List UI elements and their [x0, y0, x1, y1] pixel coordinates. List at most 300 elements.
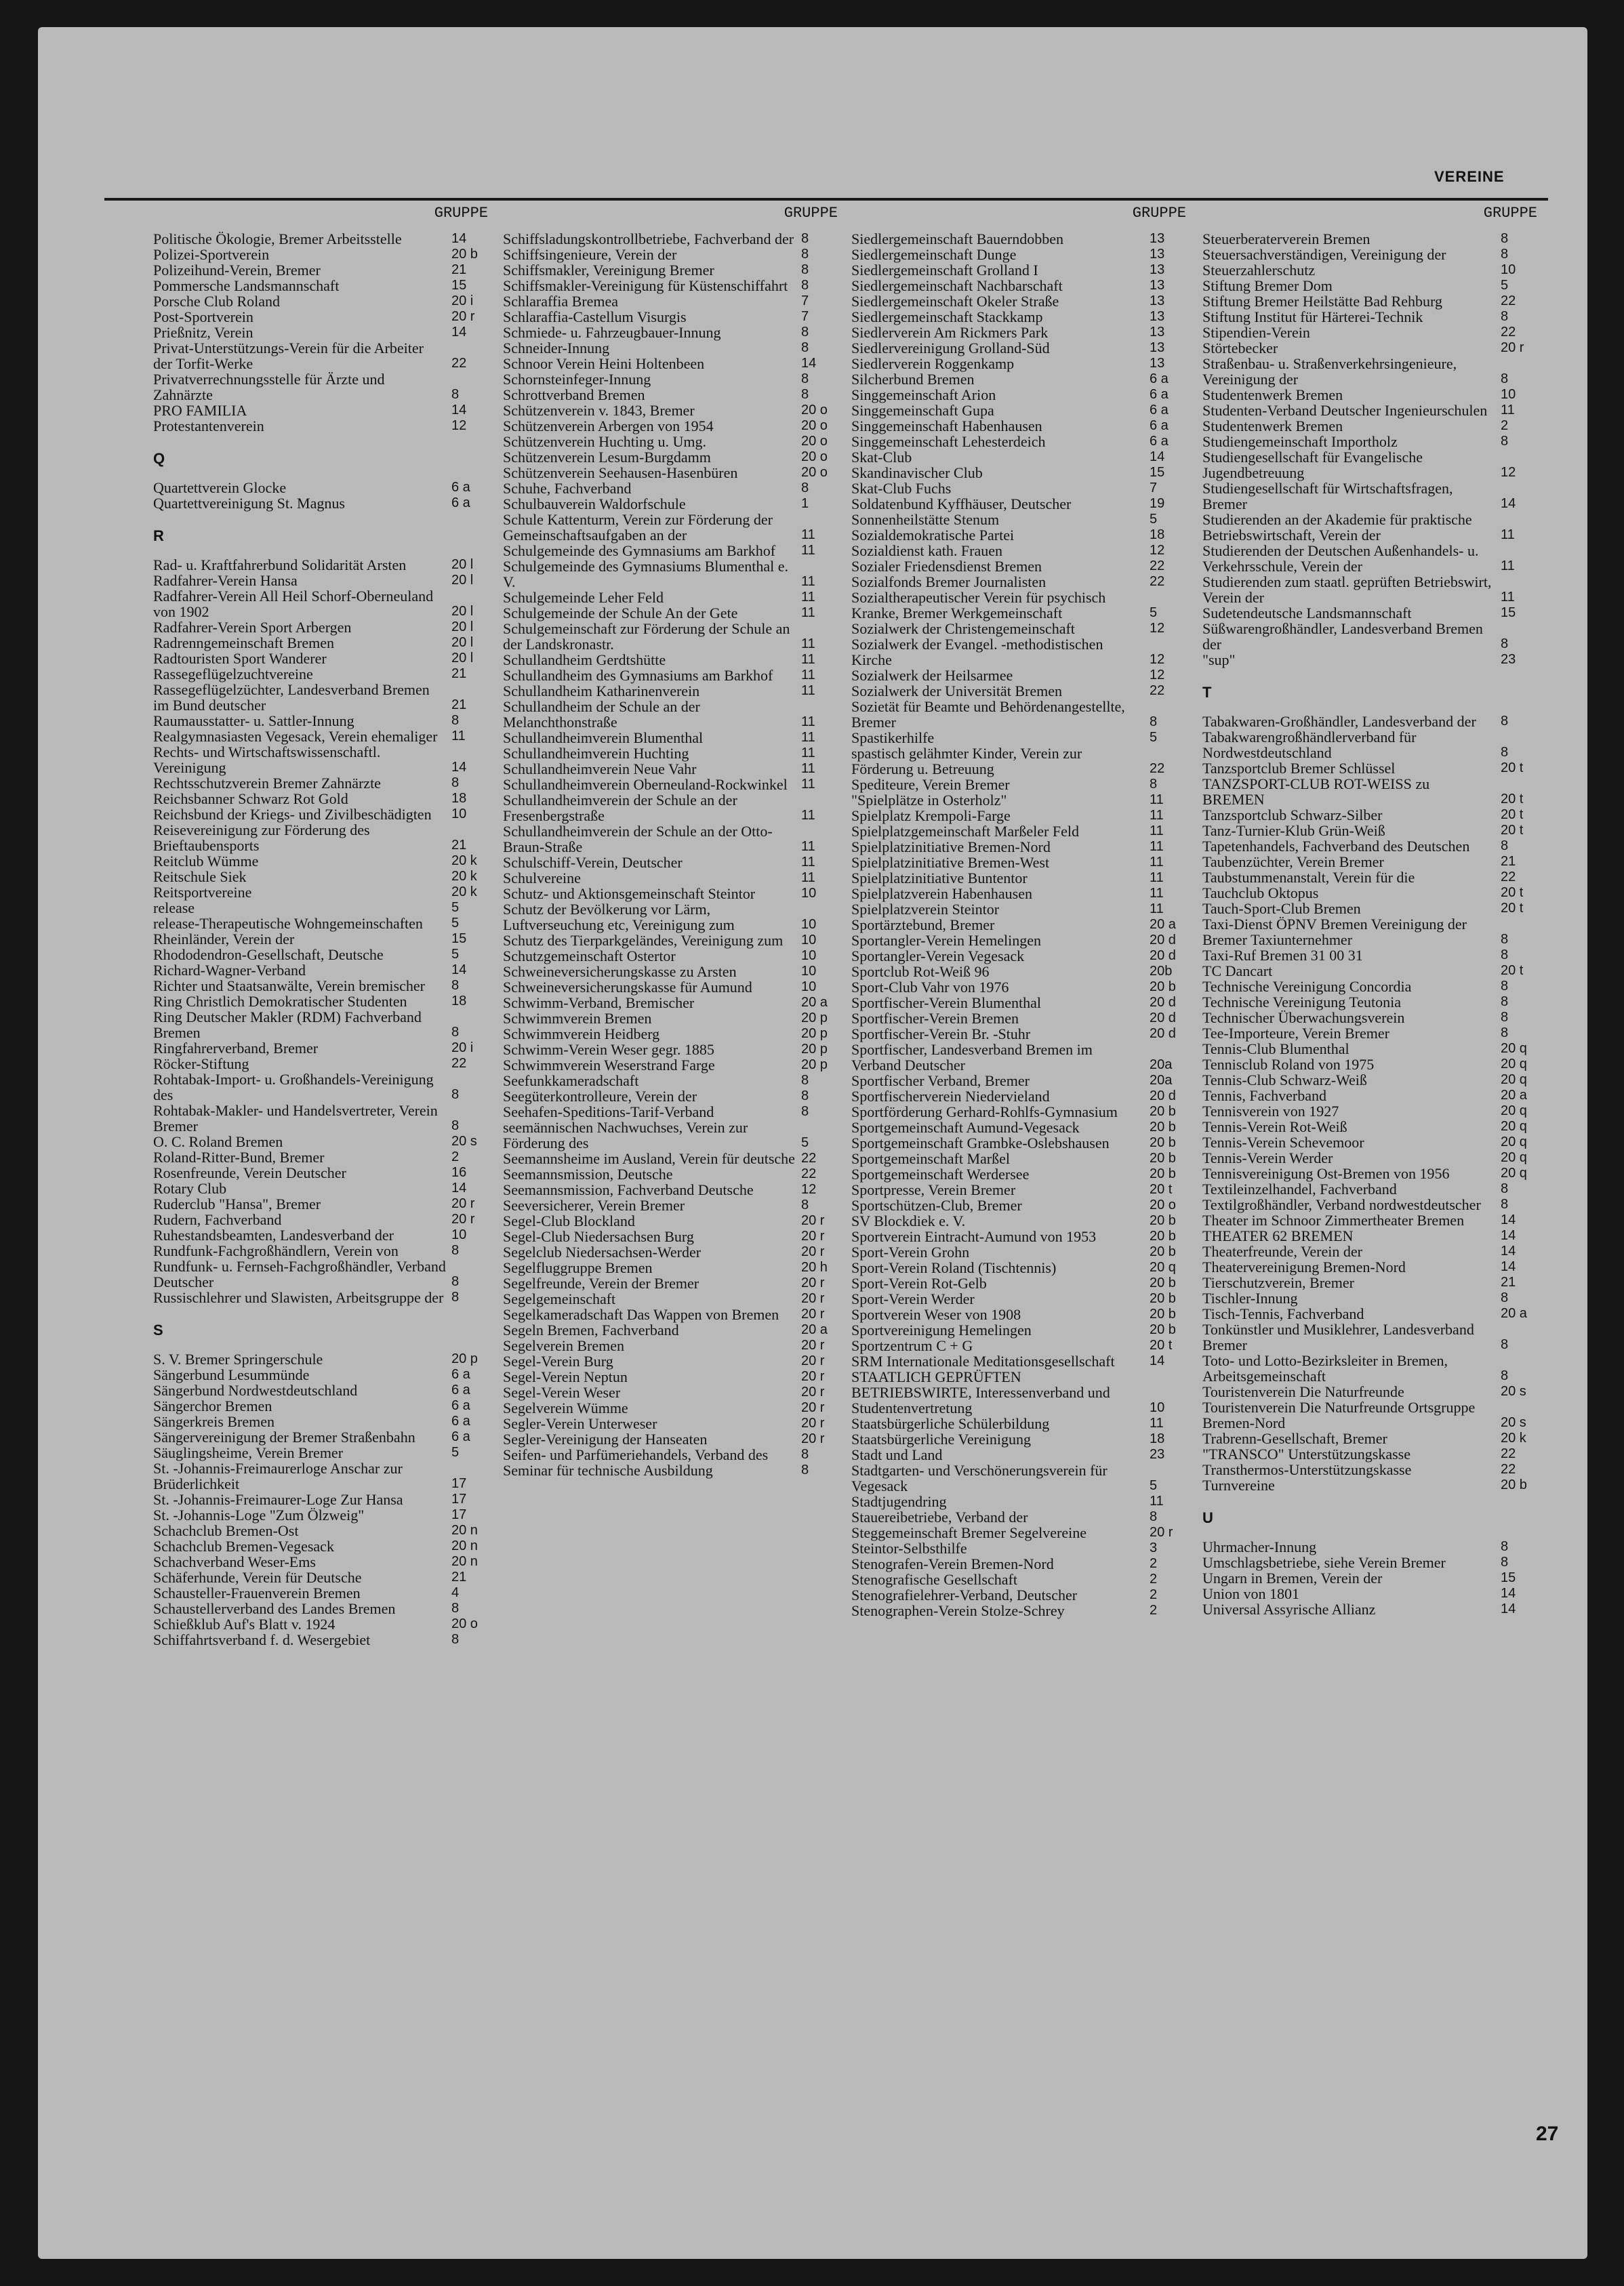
entry-name: Segelfluggruppe Bremen — [503, 1259, 653, 1276]
entry-name: Stenografen-Verein Bremen-Nord — [851, 1555, 1054, 1572]
entry-group: 11 — [1150, 1416, 1164, 1431]
directory-entry — [1202, 823, 1549, 838]
entry-name: Sozialtherapeutischer Verein für psychisch Kranke, Bremer Werkgemeinschaft — [851, 589, 1106, 621]
directory-entry — [153, 573, 500, 588]
entry-name: Sozialwerk der Evangel. -methodistischen Kirche — [851, 636, 1103, 668]
entry-group: 17 — [451, 1492, 467, 1507]
entry-name: Taubenzüchter, Verein Bremer — [1202, 853, 1384, 870]
entry-group: 8 — [451, 775, 460, 790]
entry-group: 14 — [451, 962, 467, 977]
entry-name: Spielplatzinitiative Buntentor — [851, 870, 1028, 886]
entry-group: 11 — [801, 761, 815, 776]
entry-group: 20 o — [801, 403, 828, 417]
entry-name: Siedlerverein Roggenkamp — [851, 355, 1015, 372]
entry-group: 8 — [1501, 434, 1509, 449]
entry-group: 20 a — [1501, 1088, 1527, 1103]
entry-name: Spediteure, Verein Bremer — [851, 776, 1010, 793]
entry-group: 20 q — [1501, 1041, 1527, 1056]
entry-group: 21 — [1501, 1275, 1516, 1290]
entry-group: 20 k — [451, 884, 477, 899]
directory-entry — [851, 387, 1198, 403]
directory-entry — [503, 512, 850, 543]
entry-name: Sportgemeinschaft Grambke-Oslebshausen — [851, 1135, 1110, 1151]
entry-name: Rassegeflügelzüchter, Landesverband Bremen im Bund deutscher — [153, 681, 430, 714]
directory-entry — [851, 1525, 1198, 1540]
entry-group: 8 — [1150, 1509, 1158, 1524]
entry-group: 14 — [1501, 1259, 1516, 1274]
entry-name: Schulgemeinde des Gymnasiums am Barkhof — [503, 542, 776, 559]
entry-name: Schützenverein Seehausen-Hasenbüren — [503, 464, 738, 481]
directory-entry — [851, 1042, 1198, 1073]
directory-entry — [503, 1026, 850, 1042]
directory-entry — [851, 278, 1198, 293]
entry-name: Schornsteinfeger-Innung — [503, 371, 651, 388]
entry-group: 6 a — [1150, 403, 1169, 417]
entry-name: Siedlervereinigung Grolland-Süd — [851, 340, 1050, 356]
entry-group: 11 — [801, 590, 815, 605]
directory-entry — [851, 1540, 1198, 1556]
section-letter: T — [1202, 684, 1212, 701]
directory-entry — [153, 994, 500, 1009]
entry-name: Sportgemeinschaft Aumund-Vegesack — [851, 1119, 1080, 1136]
entry-name: Schwimm-Verband, Bremischer — [503, 994, 695, 1011]
directory-entry — [851, 293, 1198, 309]
directory-entry — [153, 1445, 500, 1461]
directory-entry — [851, 1603, 1198, 1618]
entry-group: 11 — [1501, 527, 1515, 542]
entry-group: 22 — [1501, 870, 1516, 884]
entry-name: release-Therapeutische Wohngemeinschaften — [153, 915, 423, 932]
directory-entry — [503, 1213, 850, 1229]
entry-name: Sportfischer-Verein Br. -Stuhr — [851, 1025, 1031, 1042]
entry-group: 8 — [1501, 1337, 1509, 1352]
entry-group: 8 — [1501, 1181, 1509, 1196]
directory-entry — [153, 309, 500, 325]
entry-group: 8 — [451, 713, 460, 728]
directory-entry — [153, 278, 500, 293]
entry-group: 20 o — [801, 434, 828, 449]
entry-name: Sozietät für Beamte und Behördenangestellte, Bremer — [851, 698, 1125, 731]
entry-group: 8 — [1501, 1539, 1509, 1554]
entry-group: 22 — [1150, 558, 1165, 573]
entry-name: Tennis-Club Blumenthal — [1202, 1040, 1349, 1057]
entry-name: S. V. Bremer Springerschule — [153, 1351, 323, 1368]
entry-group: 15 — [1501, 1570, 1516, 1585]
entry-name: Seemannsheime im Ausland, Verein für deutsche — [503, 1150, 795, 1167]
directory-entry — [153, 744, 500, 775]
directory-entry — [503, 1431, 850, 1447]
entry-name: Schäferhunde, Verein für Deutsche — [153, 1569, 362, 1586]
entry-group: 10 — [1501, 262, 1516, 277]
entry-name: Sportangler-Verein Vegesack — [851, 947, 1025, 964]
entry-name: Segel-Verein Neptun — [503, 1368, 628, 1385]
directory-entry — [851, 995, 1198, 1011]
directory-entry — [503, 1353, 850, 1369]
directory-entry — [851, 543, 1198, 558]
entry-name: Sport-Club Vahr von 1976 — [851, 979, 1009, 996]
directory-entry — [851, 247, 1198, 262]
entry-name: Umschlagsbetriebe, siehe Verein Bremer — [1202, 1554, 1446, 1571]
directory-entry — [851, 621, 1198, 636]
directory-entry — [503, 1229, 850, 1244]
entry-name: Singgemeinschaft Habenhausen — [851, 417, 1042, 434]
directory-entry — [153, 1523, 500, 1538]
entry-name: Stadtgarten- und Verschönerungsverein für Vegesack — [851, 1462, 1108, 1494]
entry-group: 10 — [801, 948, 817, 963]
entry-group: 20 o — [801, 418, 828, 433]
entry-name: Roland-Ritter-Bund, Bremer — [153, 1149, 325, 1166]
entry-name: Sängerbund Nordwestdeutschland — [153, 1382, 358, 1399]
entry-group: 8 — [801, 481, 809, 495]
entry-group: 10 — [801, 917, 817, 932]
entry-name: Tanz-Turnier-Klub Grün-Weiß — [1202, 822, 1385, 839]
directory-entry — [153, 869, 500, 884]
entry-group: 12 — [1501, 465, 1516, 480]
entry-group: 11 — [451, 729, 466, 743]
entry-group: 11 — [801, 636, 815, 651]
entry-name: Soldatenbund Kyffhäuser, Deutscher — [851, 495, 1072, 512]
directory-entry — [503, 1011, 850, 1026]
entry-name: Schullandheimverein Oberneuland-Rockwinkel — [503, 776, 788, 793]
entry-group: 12 — [1150, 543, 1165, 558]
entry-group: 10 — [451, 807, 467, 821]
directory-entry — [1202, 870, 1549, 885]
section-letter: U — [1202, 1509, 1213, 1526]
entry-name: release — [153, 899, 195, 916]
entry-group: 11 — [1150, 823, 1164, 838]
directory-entry — [1202, 1010, 1549, 1025]
directory-entry — [153, 371, 500, 403]
entry-name: Technische Vereinigung Concordia — [1202, 978, 1412, 995]
directory-entry — [1202, 1119, 1549, 1135]
directory-entry — [1202, 1570, 1549, 1586]
entry-name: Richter und Staatsanwälte, Verein bremischer — [153, 977, 425, 994]
entry-name: Spastikerhilfe — [851, 729, 935, 746]
entry-name: Trabrenn-Gesellschaft, Bremer — [1202, 1430, 1387, 1447]
entry-group: 20 i — [451, 293, 474, 308]
directory-entry — [503, 356, 850, 371]
entry-group: 20 b — [1150, 1322, 1176, 1337]
entry-group: 20 t — [1150, 1182, 1173, 1197]
entry-group: 20 a — [1501, 1306, 1527, 1321]
entry-group: 20 s — [1501, 1384, 1526, 1399]
entry-name: Polizei-Sportverein — [153, 246, 270, 263]
entry-group: 2 — [1150, 1603, 1158, 1618]
entry-name: Seifen- und Parfümeriehandels, Verband des — [503, 1446, 769, 1463]
entry-group: 20 t — [1501, 963, 1524, 978]
directory-entry — [503, 481, 850, 496]
directory-entry — [503, 1447, 850, 1463]
entry-group: 20 b — [1501, 1477, 1527, 1492]
entry-group: 22 — [1150, 683, 1165, 698]
entry-group: 20 t — [1501, 760, 1524, 775]
entry-name: Realgymnasiasten Vegesack, Verein ehemaliger — [153, 728, 438, 745]
directory-entry — [503, 792, 850, 823]
entry-name: Textileinzelhandel, Fachverband — [1202, 1181, 1397, 1198]
entry-group: 8 — [1501, 838, 1509, 853]
directory-entry — [153, 978, 500, 994]
entry-name: Uhrmacher-Innung — [1202, 1538, 1317, 1555]
entry-name: Spielplatzverein Habenhausen — [851, 885, 1032, 902]
entry-group: 22 — [451, 356, 467, 371]
directory-entry — [153, 231, 500, 247]
entry-group: 8 — [1501, 309, 1509, 324]
entry-group: 8 — [451, 1632, 460, 1647]
directory-entry — [503, 418, 850, 434]
entry-group: 20 r — [801, 1353, 825, 1368]
directory-entry — [851, 1229, 1198, 1244]
entry-name: Tennisverein von 1927 — [1202, 1103, 1339, 1120]
entry-name: THEATER 62 BREMEN — [1202, 1227, 1354, 1244]
entry-name: Rohtabak-Makler- und Handelsvertreter, Verein Bremer — [153, 1102, 438, 1135]
entry-name: Textilgroßhändler, Verband nordwestdeutscher — [1202, 1196, 1481, 1213]
entry-name: Rundfunk-Fachgroßhändlern, Verein von — [153, 1242, 399, 1259]
directory-entry — [503, 1104, 850, 1120]
entry-group: 20 b — [1150, 1213, 1176, 1228]
directory-entry — [503, 683, 850, 699]
directory-entry — [1202, 293, 1549, 309]
entry-group: 11 — [801, 730, 815, 745]
section-letter: R — [153, 527, 164, 544]
column-header: GRUPPE — [1132, 205, 1186, 222]
entry-name: TC Dancart — [1202, 962, 1273, 979]
entry-group: 20 n — [451, 1523, 478, 1538]
directory-entry — [503, 543, 850, 558]
entry-group: 20 q — [1150, 1260, 1176, 1275]
entry-group: 8 — [801, 1447, 809, 1462]
entry-group: 8 — [1501, 1197, 1509, 1212]
directory-entry — [503, 1291, 850, 1307]
directory-entry — [153, 1554, 500, 1570]
entry-group: 17 — [451, 1507, 467, 1522]
entry-group: 21 — [451, 697, 467, 712]
entry-name: Schiffsladungskontrollbetriebe, Fachverband der — [503, 230, 794, 247]
entry-group: 20a — [1150, 1057, 1173, 1072]
entry-group: 20 s — [1501, 1415, 1526, 1430]
entry-group: 20 b — [1150, 979, 1176, 994]
directory-entry — [153, 822, 500, 853]
directory-entry — [153, 480, 500, 495]
entry-group: 13 — [1150, 356, 1165, 371]
entry-name: Schullandheimverein Huchting — [503, 745, 689, 762]
entry-group: 2 — [1150, 1572, 1158, 1587]
entry-name: Quartettvereinigung St. Magnus — [153, 495, 345, 512]
entry-name: Singgemeinschaft Lehesterdeich — [851, 433, 1046, 450]
directory-entry — [1202, 1103, 1549, 1119]
directory-entry — [153, 588, 500, 619]
entry-group: 20 p — [801, 1026, 828, 1041]
entry-group: 21 — [451, 666, 467, 681]
entry-name: Segeln Bremen, Fachverband — [503, 1322, 679, 1339]
entry-group: 8 — [801, 1198, 809, 1212]
entry-name: Sportzentrum C + G — [851, 1337, 973, 1354]
entry-name: Sportverein Eintracht-Aumund von 1953 — [851, 1228, 1097, 1245]
directory-entry — [153, 775, 500, 791]
entry-name: Staatsbürgerliche Vereinigung — [851, 1431, 1031, 1448]
entry-name: Toto- und Lotto-Bezirksleiter in Bremen, Arbeitsgemeinschaft — [1202, 1352, 1448, 1385]
directory-entry — [851, 1104, 1198, 1120]
entry-name: Schwimmverein Bremen — [503, 1010, 652, 1027]
entry-name: Siedlergemeinschaft Dunge — [851, 246, 1017, 263]
entry-name: Sportärztebund, Bremer — [851, 916, 995, 933]
entry-group: 5 — [1150, 1478, 1158, 1493]
directory-entry — [1202, 979, 1549, 994]
entry-name: Technische Vereinigung Teutonia — [1202, 994, 1402, 1011]
entry-name: Singgemeinschaft Gupa — [851, 402, 994, 419]
entry-name: Schachclub Bremen-Ost — [153, 1522, 299, 1539]
entry-name: Schiffsmakler-Vereinigung für Küstenschiffahrt — [503, 277, 788, 294]
entry-group: 6 a — [451, 1429, 470, 1444]
entry-name: Theaterfreunde, Verein der — [1202, 1243, 1362, 1260]
directory-entry — [503, 1244, 850, 1260]
directory-entry — [503, 465, 850, 481]
entry-group: 11 — [801, 855, 815, 870]
entry-name: Post-Sportverein — [153, 308, 253, 325]
directory-entry — [153, 1227, 500, 1243]
directory-entry — [503, 1088, 850, 1104]
entry-name: Rassegeflügelzuchtvereine — [153, 666, 313, 682]
entry-name: Russischlehrer und Slawisten, Arbeitsgruppe der — [153, 1289, 444, 1306]
entry-name: Schweineversicherungskasse für Aumund — [503, 979, 752, 996]
directory-column-1 — [153, 205, 500, 1648]
entry-group: 21 — [451, 838, 467, 853]
entry-name: Segelkameradschaft Das Wappen von Bremen — [503, 1306, 779, 1323]
entry-group: 20 t — [1501, 885, 1524, 900]
entry-name: Schützenverein Lesum-Burgdamm — [503, 449, 711, 466]
entry-name: Tisch-Tennis, Fachverband — [1202, 1305, 1364, 1322]
entry-name: Schweineversicherungskasse zu Arsten — [503, 963, 737, 980]
entry-name: Staatsbürgerliche Schülerbildung — [851, 1415, 1050, 1432]
entry-name: Sozialdemokratische Partei — [851, 527, 1015, 544]
entry-group: 20 k — [451, 853, 477, 868]
entry-group: 8 — [1150, 714, 1158, 729]
directory-entry — [153, 635, 500, 651]
directory-entry — [503, 1151, 850, 1166]
entry-group: 11 — [801, 839, 815, 854]
directory-entry — [1202, 340, 1549, 356]
entry-group: 6 a — [1150, 434, 1169, 449]
entry-group: 20 s — [451, 1134, 477, 1149]
entry-group: 8 — [801, 387, 809, 402]
entry-name: Schützenverein Huchting u. Umg. — [503, 433, 706, 450]
entry-group: 14 — [451, 1181, 467, 1196]
directory-entry — [153, 947, 500, 962]
directory-entry — [1202, 1601, 1549, 1617]
entry-name: Tennis-Verein Rot-Weiß — [1202, 1118, 1347, 1135]
directory-entry — [851, 512, 1198, 527]
directory-entry — [851, 1182, 1198, 1198]
entry-name: Stadt und Land — [851, 1446, 943, 1463]
directory-entry — [503, 247, 850, 262]
entry-name: TANZSPORT-CLUB ROT-WEISS zu BREMEN — [1202, 775, 1430, 808]
entry-name: Schneider-Innung — [503, 340, 610, 356]
entry-group: 18 — [1150, 527, 1165, 542]
directory-entry — [1202, 1322, 1549, 1353]
entry-group: 20 r — [801, 1213, 825, 1228]
entry-name: Sozialwerk der Heilsarmee — [851, 667, 1013, 684]
directory-entry — [1202, 278, 1549, 293]
entry-group: 20 i — [451, 1040, 474, 1055]
entry-name: Technischer Überwachungsverein — [1202, 1009, 1405, 1026]
entry-group: 7 — [801, 309, 809, 324]
entry-group: 11 — [801, 668, 815, 682]
directory-entry — [851, 1353, 1198, 1369]
directory-entry — [503, 1463, 850, 1478]
entry-group: 20 p — [451, 1351, 478, 1366]
directory-entry — [153, 1632, 500, 1648]
entry-group: 20 r — [801, 1229, 825, 1244]
entry-name: Spielplatzinitiative Bremen-West — [851, 854, 1050, 871]
directory-entry — [503, 496, 850, 512]
entry-group: 20 d — [1150, 948, 1176, 963]
directory-entry — [153, 403, 500, 418]
directory-entry — [153, 495, 500, 511]
entry-name: Seehafen-Speditions-Tarif-Verband — [503, 1103, 714, 1120]
entry-group: 20 b — [1150, 1135, 1176, 1150]
entry-name: Sozialfonds Bremer Journalisten — [851, 573, 1047, 590]
entry-group: 14 — [1501, 496, 1516, 511]
entry-group: 11 — [1150, 839, 1164, 854]
entry-group: 20 p — [801, 1057, 828, 1072]
entry-group: 5 — [1150, 605, 1158, 620]
entry-group: 22 — [1150, 761, 1165, 776]
entry-group: 20 o — [801, 465, 828, 480]
directory-entry — [851, 465, 1198, 481]
entry-name: Stenografielehrer-Verband, Deutscher — [851, 1587, 1078, 1604]
entry-group: 22 — [1501, 1446, 1516, 1461]
entry-group: 20 r — [451, 1212, 475, 1227]
entry-group: 8 — [1501, 714, 1509, 729]
directory-entry — [1202, 1228, 1549, 1244]
directory-entry — [153, 1492, 500, 1507]
directory-entry — [503, 1182, 850, 1198]
entry-name: Taxi-Ruf Bremen 31 00 31 — [1202, 947, 1363, 964]
directory-entry — [503, 1042, 850, 1057]
entry-group: 20 a — [1150, 917, 1176, 932]
directory-entry — [503, 948, 850, 964]
entry-group: 20 h — [801, 1260, 828, 1275]
directory-entry — [503, 262, 850, 278]
directory-entry — [1202, 1462, 1549, 1477]
directory-entry — [153, 619, 500, 635]
entry-name: Schullandheimverein Neue Vahr — [503, 760, 697, 777]
directory-entry — [503, 1307, 850, 1322]
directory-entry — [851, 1198, 1198, 1213]
directory-entry — [503, 1400, 850, 1416]
entry-group: 14 — [451, 325, 467, 340]
entry-name: Sportfischerverein Niedervieland — [851, 1088, 1050, 1105]
directory-entry — [503, 746, 850, 761]
directory-entry — [851, 1463, 1198, 1494]
entry-group: 21 — [451, 1570, 467, 1585]
entry-name: Segler-Vereinigung der Hanseaten — [503, 1431, 708, 1448]
entry-group: 11 — [801, 870, 815, 885]
entry-group: 8 — [1501, 636, 1509, 651]
entry-name: Sportverein Weser von 1908 — [851, 1306, 1021, 1323]
directory-entry — [851, 434, 1198, 449]
entry-group: 20 o — [801, 449, 828, 464]
directory-entry — [153, 262, 500, 278]
directory-entry — [851, 839, 1198, 855]
entry-name: Tennis, Fachverband — [1202, 1087, 1326, 1104]
entry-name: Siedlergemeinschaft Okeler Straße — [851, 293, 1059, 310]
entry-name: Reitclub Wümme — [153, 853, 259, 870]
directory-entry — [153, 1290, 500, 1305]
entry-name: Siedlergemeinschaft Stackkamp — [851, 308, 1043, 325]
entry-group: 6 a — [1150, 418, 1169, 433]
directory-entry — [1202, 1166, 1549, 1181]
entry-group: 8 — [1501, 1010, 1509, 1025]
